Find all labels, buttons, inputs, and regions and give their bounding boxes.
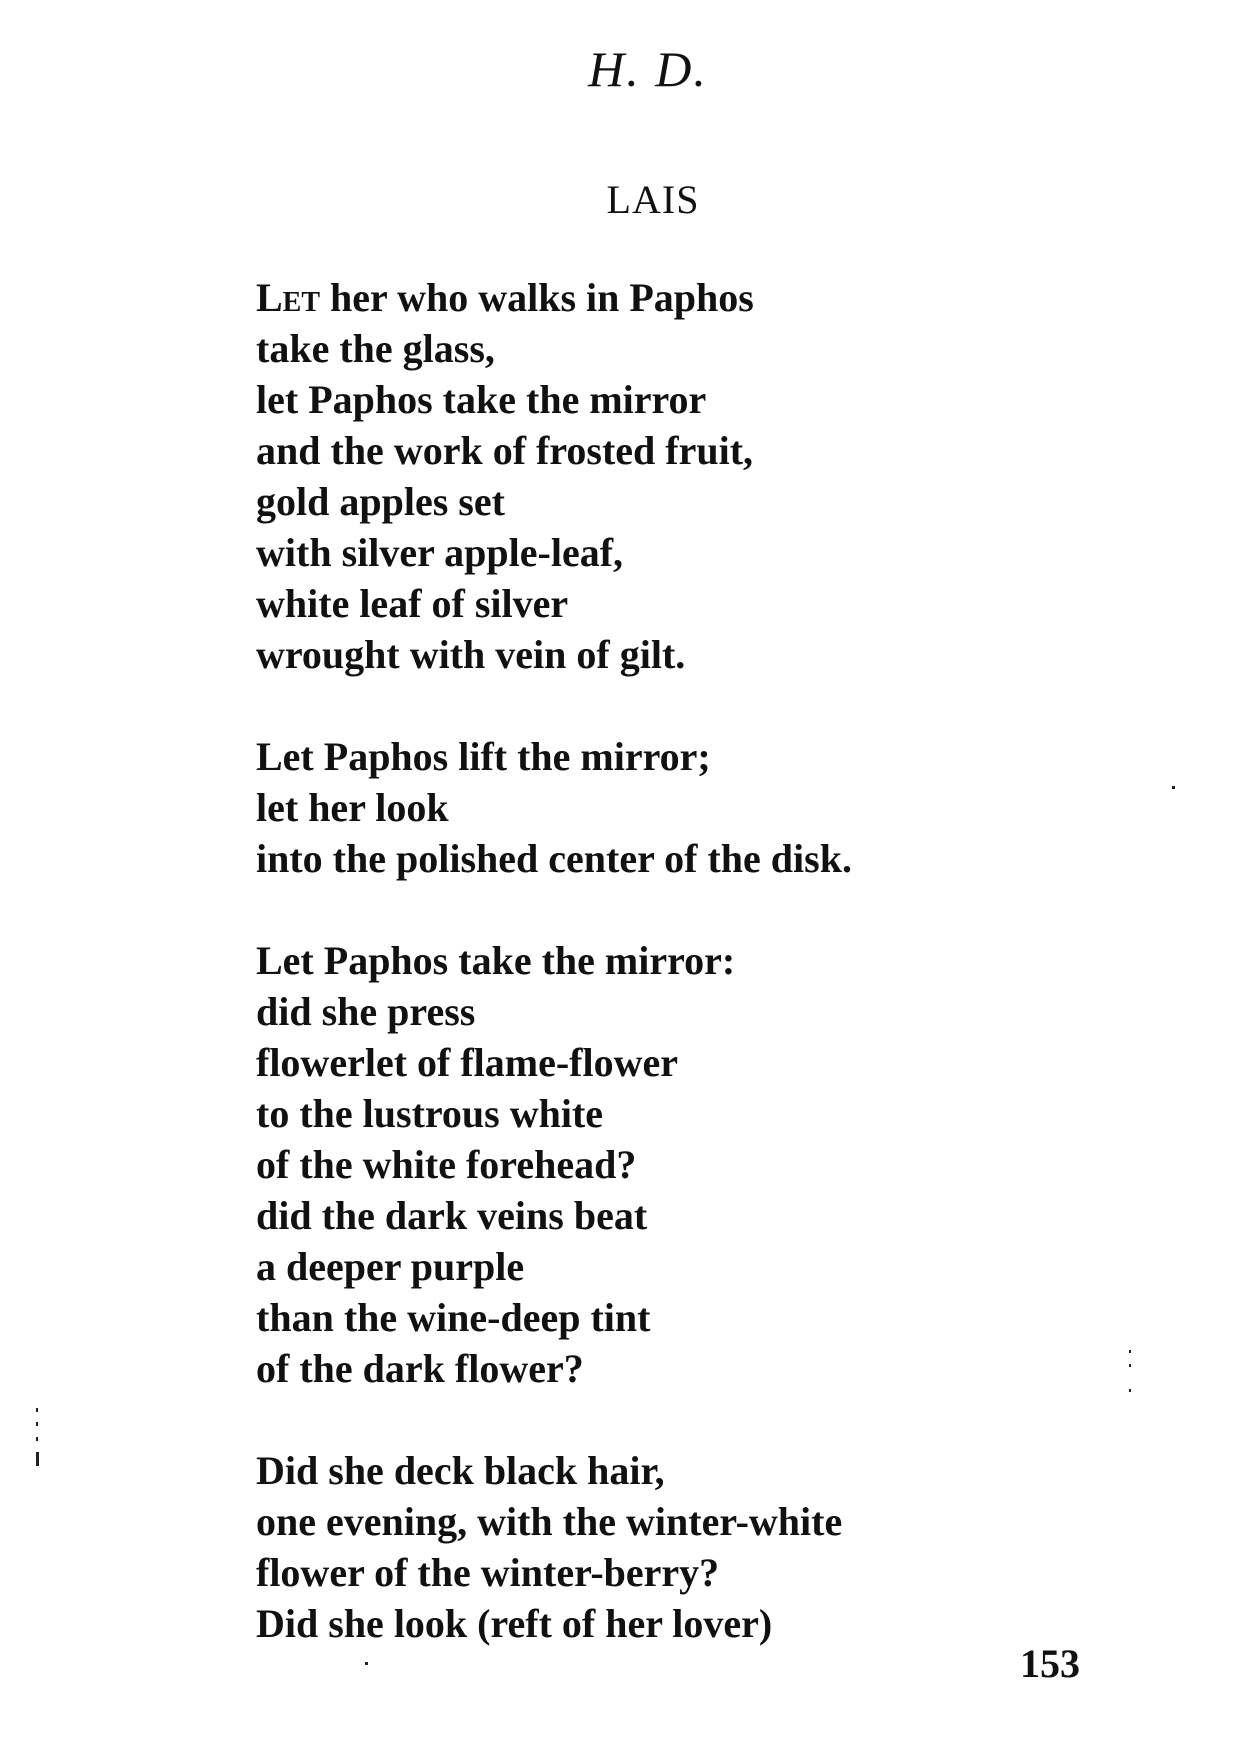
poem-line: of the white forehead? [256,1142,637,1187]
page-number: 153 [1020,1641,1080,1686]
poem-line: take the glass, [256,326,495,371]
stanza-3 [256,935,1156,1394]
poem-line: did the dark veins beat [256,1193,648,1238]
scan-speck [1172,786,1175,789]
poem-line [256,272,1156,323]
poem-line: of the dark flower? [256,1346,584,1391]
poem-line: Let Paphos take the mirror: [256,938,736,983]
scan-speck [36,1437,38,1441]
poem-line: to the lustrous white [256,1091,604,1136]
stanza-4 [256,1445,1156,1649]
running-head: H. D. [588,41,708,97]
poem-line: into the polished center of the disk. [256,836,852,881]
poem-line: a deeper purple [256,1244,525,1289]
poem-line: Did she look (reft of her lover) [256,1601,773,1646]
poem-line: Did she deck black hair, [256,1448,665,1493]
poem-line: with silver apple-leaf, [256,530,624,575]
scan-speck [36,1452,39,1466]
poem-line: one evening, with the winter-white [256,1499,843,1544]
poem-line: and the work of frosted fruit, [256,428,754,473]
scan-speck [1129,1350,1131,1353]
scan-speck [365,1662,368,1665]
poem-line: flower of the winter-berry? [256,1550,720,1595]
poem-line: white leaf of silver [256,581,569,626]
poem-title: LAIS [606,177,700,222]
poem-line: gold apples set [256,479,505,524]
line-text: her who walks in Paphos [320,275,754,320]
poem-line: Let Paphos lift the mirror; [256,734,711,779]
poem-line: let Paphos take the mirror [256,377,707,422]
scan-speck [1129,1364,1131,1367]
poem-line: wrought with vein of gilt. [256,632,686,677]
scan-speck [1129,1389,1131,1392]
poem-line: flowerlet of flame-flower [256,1040,678,1085]
scan-speck [36,1422,38,1426]
stanza-1 [256,272,1156,680]
poem-line: did she press [256,989,476,1034]
drop-word: Let [256,275,321,320]
scan-speck [36,1408,38,1412]
poem-body [256,272,1156,1700]
poem-line: let her look [256,785,449,830]
poem-line: than the wine-deep tint [256,1295,651,1340]
stanza-2 [256,731,1156,884]
